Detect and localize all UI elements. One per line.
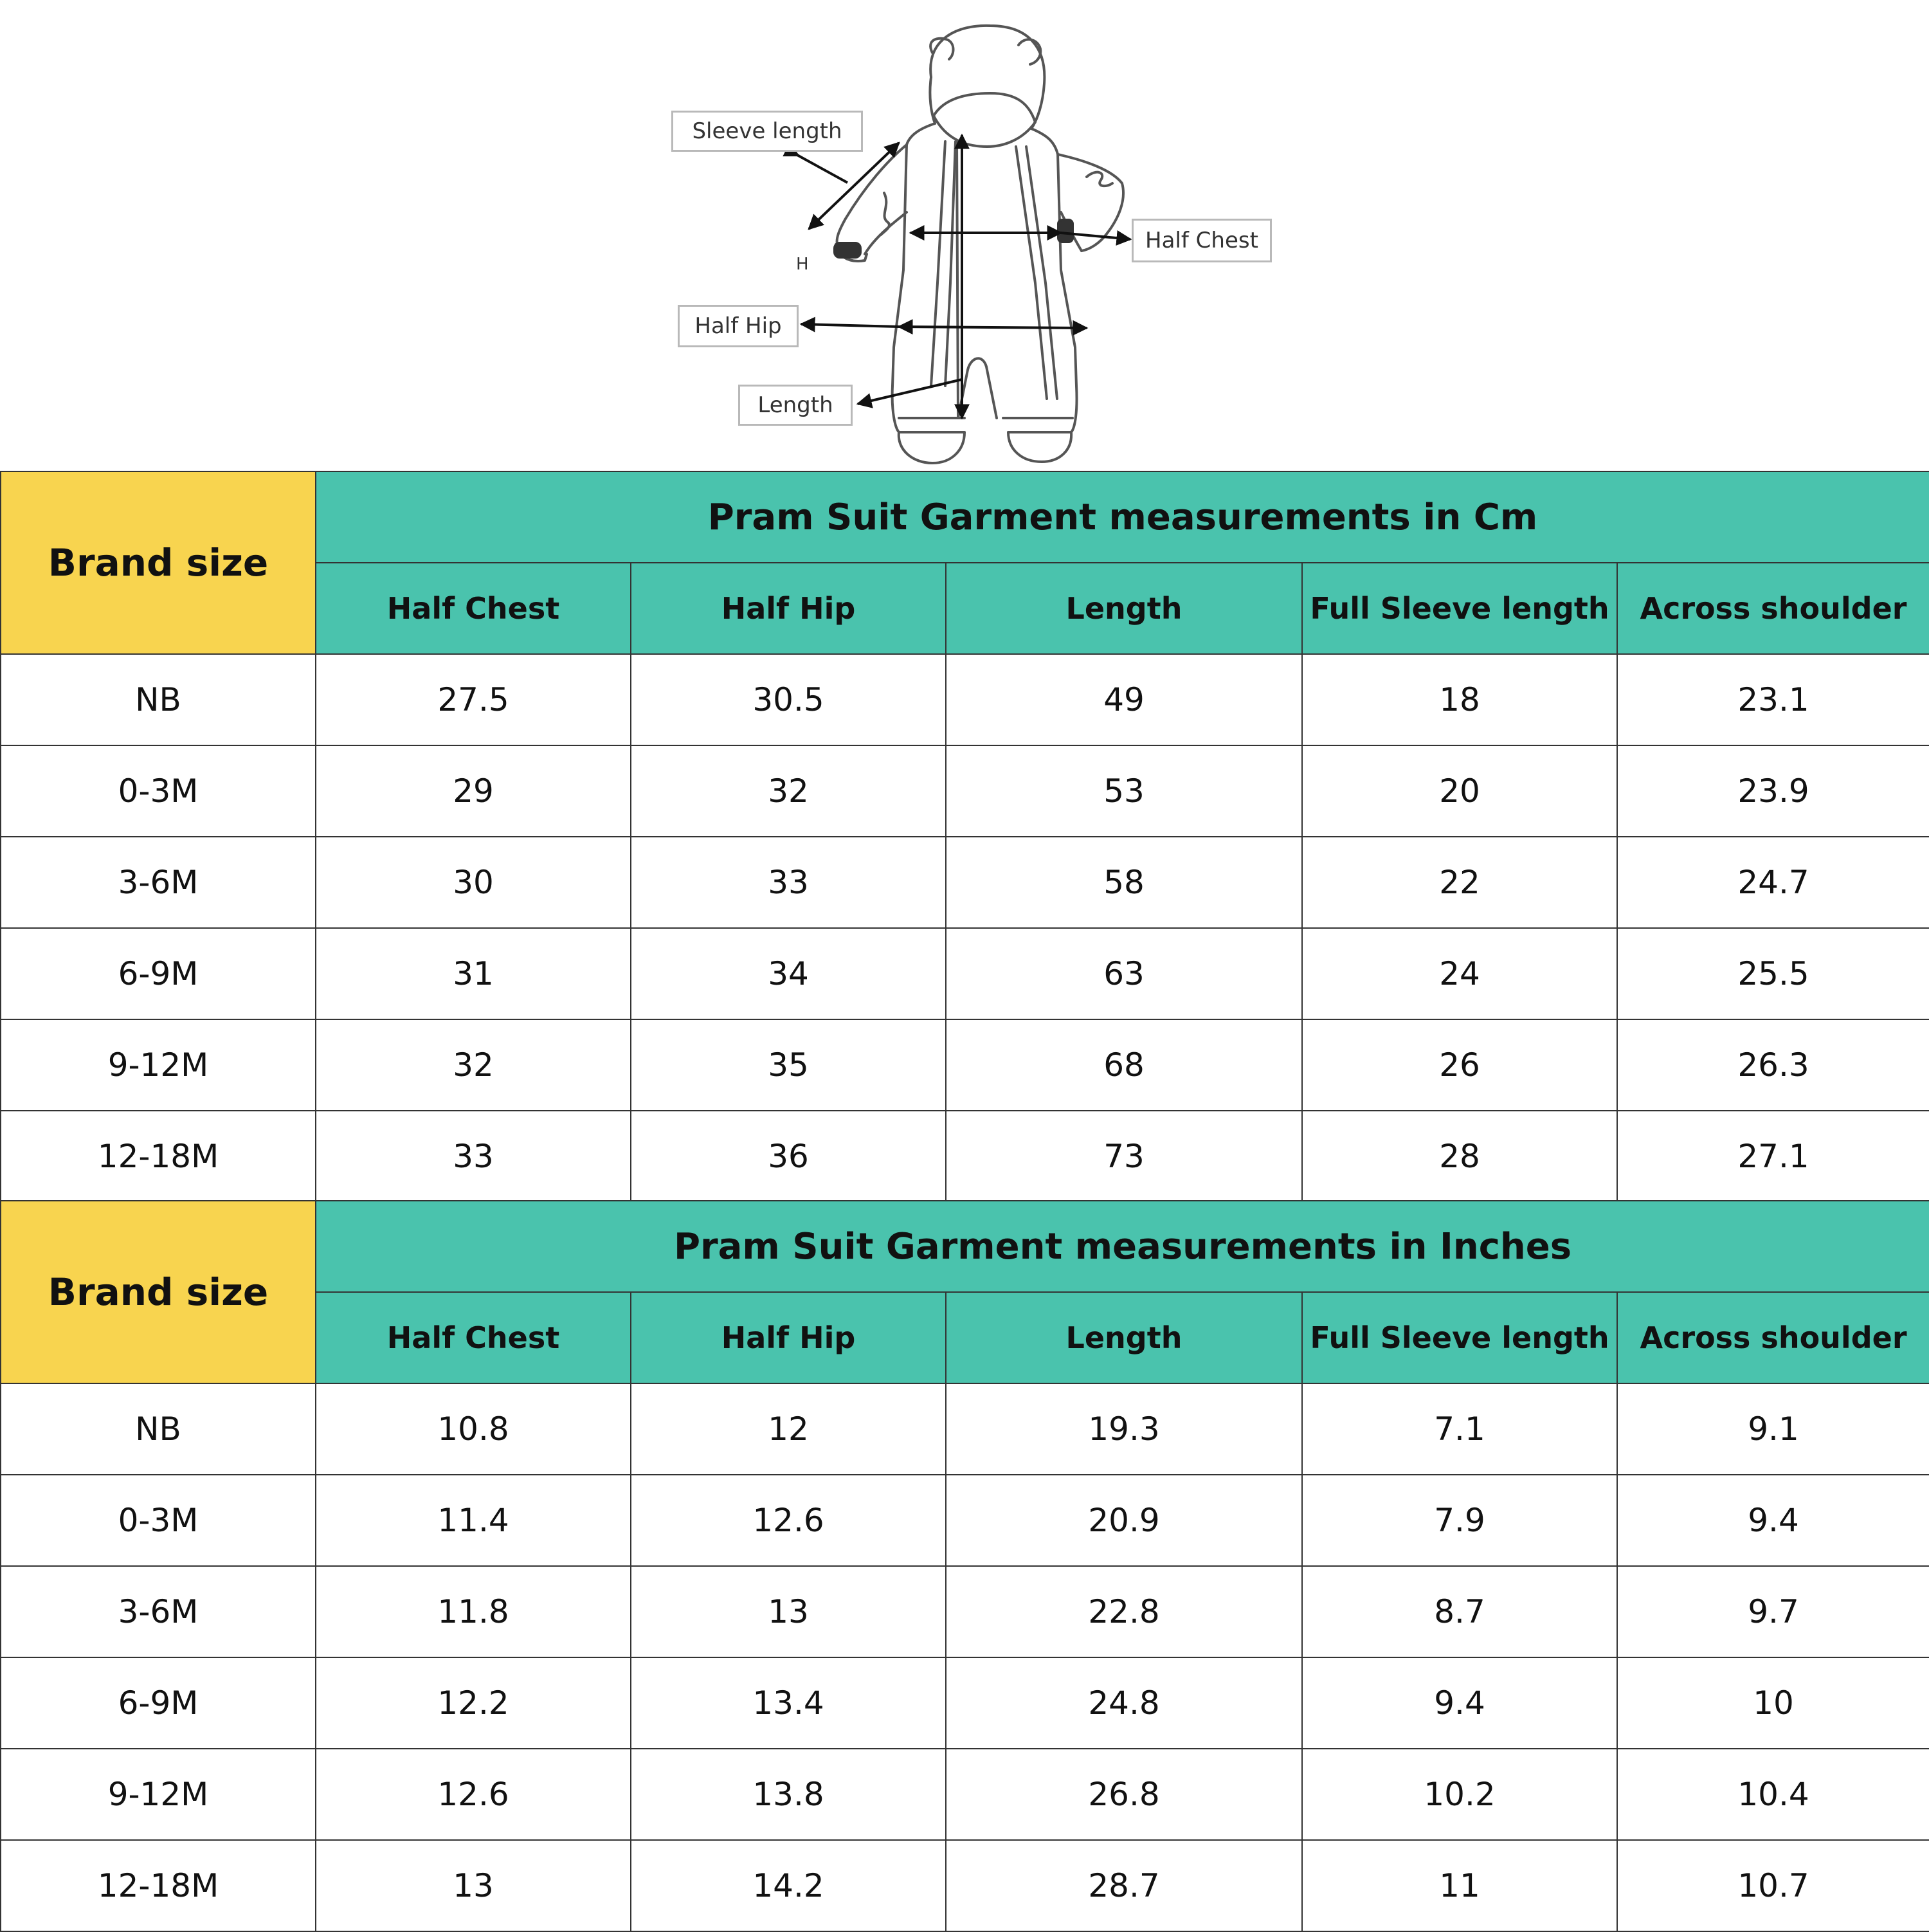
size-cell: 6-9M [1,1657,316,1749]
measure-arrows [796,135,1130,418]
table-row [1,1657,1929,1749]
size-cell: 12-18M [1,1840,316,1931]
half-hip-label: Half Hip [678,305,799,347]
value-cell: 11 [1302,1840,1617,1931]
value-cell: 53 [946,745,1302,837]
value-cell: 32 [316,1019,631,1111]
value-cell: 49 [946,654,1302,745]
size-cell: 6-9M [1,928,316,1019]
value-cell: 12.6 [631,1475,946,1566]
size-table-cm [0,471,1929,1203]
value-cell: 10 [1617,1657,1929,1749]
value-cell: 28.7 [946,1840,1302,1931]
value-cell: 13.8 [631,1749,946,1840]
size-cell: 3-6M [1,837,316,928]
value-cell: 18 [1302,654,1617,745]
value-cell: 23.9 [1617,745,1929,837]
table-row [1,1566,1929,1657]
size-cell: NB [1,1383,316,1475]
size-cell: 0-3M [1,745,316,837]
value-cell: 63 [946,928,1302,1019]
garment-illustration [0,0,1929,471]
value-cell: 12.2 [316,1657,631,1749]
value-cell: 9.7 [1617,1566,1929,1657]
h-mark: H [796,255,809,274]
value-cell: 11.4 [316,1475,631,1566]
column-header-across-shoulder: Across shoulder [1617,1292,1929,1383]
value-cell: 22 [1302,837,1617,928]
table-row [1,654,1929,745]
value-cell: 32 [631,745,946,837]
value-cell: 24.7 [1617,837,1929,928]
value-cell: 26 [1302,1019,1617,1111]
table-row [1,1840,1929,1931]
value-cell: 26.8 [946,1749,1302,1840]
table-title: Pram Suit Garment measurements in Cm [316,471,1929,563]
column-header-half-hip: Half Hip [631,563,946,654]
value-cell: 33 [631,837,946,928]
size-cell: NB [1,654,316,745]
suit-outline [835,26,1123,463]
value-cell: 35 [631,1019,946,1111]
value-cell: 11.8 [316,1566,631,1657]
size-cell: 0-3M [1,1475,316,1566]
size-cell: 3-6M [1,1566,316,1657]
table-row [1,1111,1929,1202]
value-cell: 34 [631,928,946,1019]
value-cell: 19.3 [946,1383,1302,1475]
value-cell: 14.2 [631,1840,946,1931]
length-label: Length [738,385,853,426]
column-header-half-hip: Half Hip [631,1292,946,1383]
value-cell: 73 [946,1111,1302,1202]
value-cell: 8.7 [1302,1566,1617,1657]
table-row [1,1475,1929,1566]
value-cell: 23.1 [1617,654,1929,745]
value-cell: 13 [316,1840,631,1931]
brand-size-header: Brand size [1,471,316,654]
column-header-across-shoulder: Across shoulder [1617,563,1929,654]
table-row [1,1019,1929,1111]
value-cell: 9.1 [1617,1383,1929,1475]
size-cell: 9-12M [1,1019,316,1111]
value-cell: 12 [631,1383,946,1475]
value-cell: 29 [316,745,631,837]
value-cell: 27.5 [316,654,631,745]
value-cell: 9.4 [1302,1657,1617,1749]
column-header-full-sleeve: Full Sleeve length [1302,1292,1617,1383]
value-cell: 22.8 [946,1566,1302,1657]
value-cell: 20.9 [946,1475,1302,1566]
value-cell: 31 [316,928,631,1019]
value-cell: 13 [631,1566,946,1657]
value-cell: 24.8 [946,1657,1302,1749]
value-cell: 12.6 [316,1749,631,1840]
value-cell: 27.1 [1617,1111,1929,1202]
sleeve-length-label: Sleeve length [671,111,863,152]
value-cell: 25.5 [1617,928,1929,1019]
value-cell: 10.8 [316,1383,631,1475]
value-cell: 26.3 [1617,1019,1929,1111]
value-cell: 9.4 [1617,1475,1929,1566]
value-cell: 30 [316,837,631,928]
value-cell: 33 [316,1111,631,1202]
value-cell: 13.4 [631,1657,946,1749]
brand-size-header: Brand size [1,1201,316,1383]
table-row [1,837,1929,928]
value-cell: 58 [946,837,1302,928]
value-cell: 10.4 [1617,1749,1929,1840]
table-row [1,1383,1929,1475]
column-header-full-sleeve: Full Sleeve length [1302,563,1617,654]
size-cell: 12-18M [1,1111,316,1202]
value-cell: 10.7 [1617,1840,1929,1931]
value-cell: 10.2 [1302,1749,1617,1840]
half-chest-label: Half Chest [1132,219,1272,262]
table-row [1,745,1929,837]
value-cell: 7.9 [1302,1475,1617,1566]
value-cell: 28 [1302,1111,1617,1202]
value-cell: 36 [631,1111,946,1202]
table-title: Pram Suit Garment measurements in Inches [316,1201,1929,1292]
pram-suit-diagram [0,0,1929,471]
size-cell: 9-12M [1,1749,316,1840]
value-cell: 68 [946,1019,1302,1111]
value-cell: 24 [1302,928,1617,1019]
value-cell: 20 [1302,745,1617,837]
column-header-length: Length [946,563,1302,654]
value-cell: 30.5 [631,654,946,745]
column-header-length: Length [946,1292,1302,1383]
value-cell: 7.1 [1302,1383,1617,1475]
column-header-half-chest: Half Chest [316,563,631,654]
column-header-half-chest: Half Chest [316,1292,631,1383]
table-row [1,1749,1929,1840]
size-table-inches [0,1200,1929,1932]
table-row [1,928,1929,1019]
